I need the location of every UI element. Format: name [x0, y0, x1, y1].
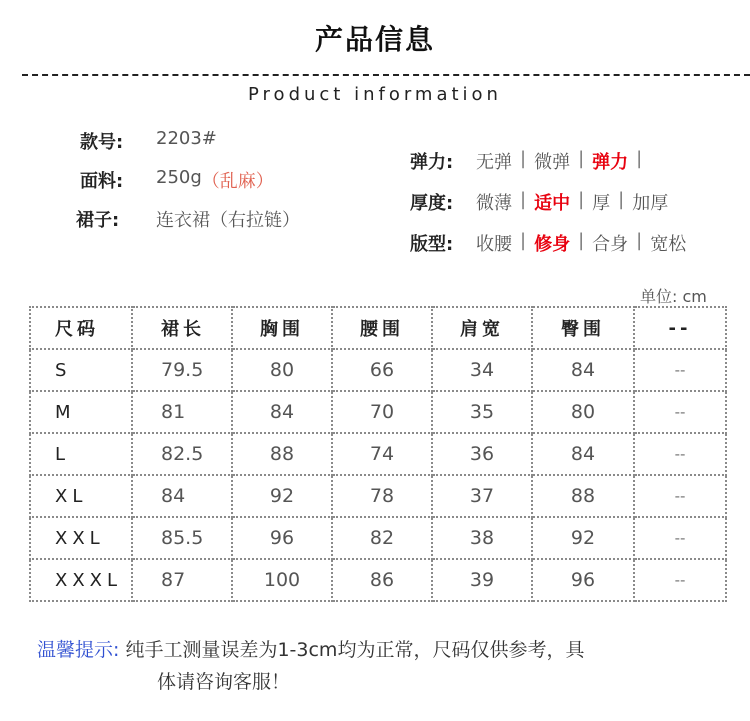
table-header-row — [30, 307, 726, 349]
table-cell: -- — [634, 433, 726, 475]
separator: | — [618, 189, 625, 210]
table-cell: 92 — [532, 517, 634, 559]
fabric-row — [80, 167, 300, 206]
tip-text: 纯手工测量误差为1-3cm均为正常，尺码仅供参考，具 — [125, 639, 585, 661]
style-label: 款号: — [80, 132, 124, 153]
table-cell: 82 — [332, 517, 432, 559]
separator: | — [520, 148, 527, 169]
table-cell: -- — [634, 391, 726, 433]
table-cell: 84 — [532, 349, 634, 391]
table-cell: 34 — [432, 349, 532, 391]
style-value: 2203# — [156, 128, 217, 149]
fabric-label: 面料: — [80, 171, 124, 192]
table-cell: 96 — [232, 517, 332, 559]
separator: | — [520, 230, 527, 251]
table-cell: -- — [634, 349, 726, 391]
separator: | — [578, 148, 585, 169]
attribute-row — [410, 148, 692, 189]
table-cell: -- — [634, 559, 726, 601]
table-cell: -- — [634, 517, 726, 559]
attribute-label: 版型: — [410, 234, 454, 255]
table-cell: 87 — [132, 559, 232, 601]
divider — [22, 74, 750, 76]
table-cell: 80 — [232, 349, 332, 391]
separator: | — [578, 189, 585, 210]
table-cell: 74 — [332, 433, 432, 475]
attribute-label: 厚度: — [410, 193, 454, 214]
page-title: 产品信息 — [314, 23, 435, 56]
product-info — [76, 128, 300, 245]
table-cell: 38 — [432, 517, 532, 559]
table-cell: 70 — [332, 391, 432, 433]
column-header: -- — [634, 307, 726, 349]
attribute-option: 合身 — [592, 234, 629, 255]
table-cell: 78 — [332, 475, 432, 517]
table-row — [30, 517, 726, 559]
table-cell: 100 — [232, 559, 332, 601]
table-cell: L — [30, 433, 132, 475]
table-cell: 81 — [132, 391, 232, 433]
skirt-row — [76, 206, 300, 245]
tip-box — [37, 634, 737, 698]
skirt-label: 裙子: — [76, 210, 120, 231]
attribute-label: 弹力: — [410, 152, 454, 173]
attribute-option-selected: 修身 — [534, 234, 571, 255]
table-cell: 96 — [532, 559, 634, 601]
style-row — [80, 128, 300, 167]
attribute-option: 加厚 — [632, 193, 669, 214]
attribute-option: 厚 — [592, 193, 611, 214]
table-cell: 66 — [332, 349, 432, 391]
fabric-value: 250g — [156, 167, 202, 188]
column-header: 臀围 — [532, 307, 634, 349]
table-cell: 84 — [232, 391, 332, 433]
attribute-option: 微弹 — [534, 152, 571, 173]
table-cell: 79.5 — [132, 349, 232, 391]
table-row — [30, 559, 726, 601]
table-cell: 82.5 — [132, 433, 232, 475]
column-header: 肩宽 — [432, 307, 532, 349]
table-cell: 39 — [432, 559, 532, 601]
fabric-note: （乱麻） — [201, 171, 274, 192]
separator: | — [520, 189, 527, 210]
separator: | — [636, 230, 643, 251]
table-cell: XL — [30, 475, 132, 517]
table-cell: S — [30, 349, 132, 391]
table-cell: 88 — [532, 475, 634, 517]
table-cell: XXXL — [30, 559, 132, 601]
table-cell: 85.5 — [132, 517, 232, 559]
table-row — [30, 349, 726, 391]
table-cell: 35 — [432, 391, 532, 433]
column-header: 裙长 — [132, 307, 232, 349]
page-subtitle: Product information — [248, 84, 502, 105]
table-row — [30, 433, 726, 475]
table-cell: -- — [634, 475, 726, 517]
table-row — [30, 391, 726, 433]
table-cell: XXL — [30, 517, 132, 559]
attribute-option-selected: 适中 — [534, 193, 571, 214]
table-cell: 86 — [332, 559, 432, 601]
attribute-row — [410, 189, 692, 230]
attribute-option: 宽松 — [650, 234, 687, 255]
separator: | — [636, 148, 643, 169]
attribute-option: 收腰 — [476, 234, 512, 255]
column-header: 腰围 — [332, 307, 432, 349]
table-cell: 84 — [532, 433, 634, 475]
table-cell: 92 — [232, 475, 332, 517]
table-cell: 88 — [232, 433, 332, 475]
column-header: 尺码 — [30, 307, 132, 349]
tip-label: 温馨提示: — [37, 639, 120, 661]
table-cell: 84 — [132, 475, 232, 517]
attribute-option: 无弹 — [476, 152, 512, 173]
size-table — [29, 306, 727, 602]
separator: | — [578, 230, 585, 251]
table-cell: 37 — [432, 475, 532, 517]
attribute-option: 微薄 — [476, 193, 512, 214]
unit-label: 单位: cm — [640, 287, 707, 306]
table-row — [30, 475, 726, 517]
tip-text-line2: 体请咨询客服！ — [157, 671, 291, 693]
column-header: 胸围 — [232, 307, 332, 349]
attribute-option-selected: 弹力 — [592, 152, 629, 173]
table-cell: 80 — [532, 391, 634, 433]
table-cell: M — [30, 391, 132, 433]
attribute-list — [410, 148, 692, 271]
skirt-value: 连衣裙（右拉链） — [156, 210, 300, 231]
attribute-row — [410, 230, 692, 271]
table-cell: 36 — [432, 433, 532, 475]
